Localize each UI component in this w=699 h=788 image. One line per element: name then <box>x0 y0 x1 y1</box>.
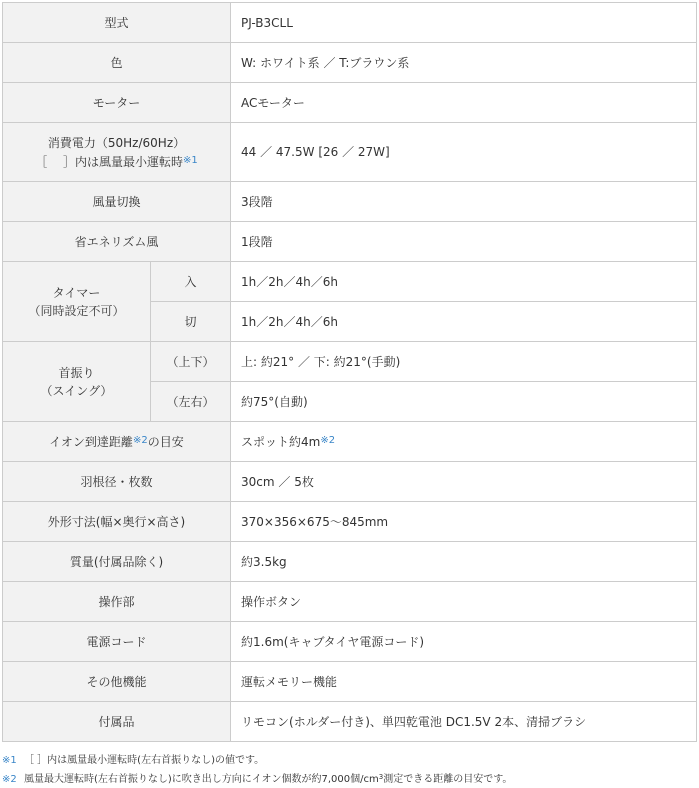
row-value-accessories: リモコン(ホルダー付き)、単四乾電池 DC1.5V 2本、清掃ブラシ <box>231 702 697 742</box>
row-value-timer-on: 1h／2h／4h／6h <box>231 262 697 302</box>
row-value-weight: 約3.5kg <box>231 542 697 582</box>
row-label-blade: 羽根径・枚数 <box>3 462 231 502</box>
row-value-swing-vertical: 上: 約21° ／ 下: 約21°(手動) <box>231 342 697 382</box>
footnote-1 <box>2 752 696 769</box>
row-sublabel-timer-on: 入 <box>151 262 231 302</box>
power-label-line2 <box>3 152 230 171</box>
footnote-ref-2b[interactable]: ※2 <box>320 435 336 446</box>
row-value-features: 運転メモリー機能 <box>231 662 697 702</box>
table-row <box>3 123 697 182</box>
row-label-control: 操作部 <box>3 582 231 622</box>
timer-label-line1: タイマー <box>52 285 101 300</box>
row-value-motor: ACモーター <box>231 83 697 123</box>
row-value-size: 370×356×675～845mm <box>231 502 697 542</box>
table-row <box>3 702 697 742</box>
power-label-line1: 消費電力（50Hz/60Hz） <box>47 135 186 150</box>
table-row <box>3 582 697 622</box>
row-label-power <box>3 123 231 182</box>
footnote-superscript: 3 <box>378 773 384 781</box>
footnote-ref-2[interactable]: ※2 <box>132 435 148 446</box>
row-sublabel-timer-off: 切 <box>151 302 231 342</box>
footnote-text-1: ［ ］内は風量最小運転時(左右首振りなし)の値です。 <box>24 755 265 766</box>
row-value-swing-horizontal: 約75°(自動) <box>231 382 697 422</box>
row-label-cord: 電源コード <box>3 622 231 662</box>
footnote-2 <box>2 769 696 788</box>
table-row <box>3 3 697 43</box>
row-sublabel-swing-vertical: （上下） <box>151 342 231 382</box>
table-row <box>3 462 697 502</box>
row-value-airflow: 3段階 <box>231 182 697 222</box>
ion-label-pre: イオン到達距離 <box>49 435 133 449</box>
row-label-airflow: 風量切換 <box>3 182 231 222</box>
table-row <box>3 262 697 302</box>
table-row <box>3 622 697 662</box>
row-label-color: 色 <box>3 43 231 83</box>
table-row <box>3 422 697 462</box>
row-label-swing <box>3 342 151 422</box>
row-value-blade: 30cm ／ 5枚 <box>231 462 697 502</box>
swing-label-line2: （スイング） <box>40 383 113 398</box>
row-value-power: 44 ／ 47.5W [26 ／ 27W] <box>231 123 697 182</box>
row-label-motor: モーター <box>3 83 231 123</box>
ion-label-post: の目安 <box>147 435 184 449</box>
footnote-ref-1[interactable]: ※1 <box>183 154 198 166</box>
row-label-timer <box>3 262 151 342</box>
row-value-ion <box>231 422 697 462</box>
row-label-model: 型式 <box>3 3 231 43</box>
row-label-eco: 省エネリズム風 <box>3 222 231 262</box>
ion-value-text: スポット約4m <box>241 435 321 449</box>
row-label-accessories: 付属品 <box>3 702 231 742</box>
table-row <box>3 43 697 83</box>
row-label-ion <box>3 422 231 462</box>
power-label-text: ［ ］内は風量最小運転時 <box>35 154 184 169</box>
footnote-mark-2: ※2 <box>2 774 17 785</box>
table-row <box>3 83 697 123</box>
table-row <box>3 662 697 702</box>
row-value-cord: 約1.6m(キャブタイヤ電源コード) <box>231 622 697 662</box>
table-row <box>3 222 697 262</box>
row-label-size: 外形寸法(幅×奥行×高さ) <box>3 502 231 542</box>
row-sublabel-swing-horizontal: （左右） <box>151 382 231 422</box>
row-label-features: その他機能 <box>3 662 231 702</box>
row-value-model: PJ-B3CLL <box>231 3 697 43</box>
table-row <box>3 342 697 382</box>
row-label-weight: 質量(付属品除く) <box>3 542 231 582</box>
footnote-text-2a: 風量最大運転時(左右首振りなし)に吹き出し方向にイオン個数が約7,000個/cm <box>24 774 379 785</box>
row-value-color: W: ホワイト系 ／ T:ブラウン系 <box>231 43 697 83</box>
footnote-mark-1: ※1 <box>2 755 17 766</box>
table-row <box>3 502 697 542</box>
footnote-text-2b: 測定できる距離の目安です。 <box>383 774 513 785</box>
spec-table <box>2 2 697 742</box>
footnotes <box>2 752 696 788</box>
table-row <box>3 182 697 222</box>
row-value-control: 操作ボタン <box>231 582 697 622</box>
swing-label-line1: 首振り <box>58 365 95 380</box>
row-value-eco: 1段階 <box>231 222 697 262</box>
row-value-timer-off: 1h／2h／4h／6h <box>231 302 697 342</box>
table-row <box>3 542 697 582</box>
timer-label-line2: （同時設定不可） <box>28 303 125 318</box>
